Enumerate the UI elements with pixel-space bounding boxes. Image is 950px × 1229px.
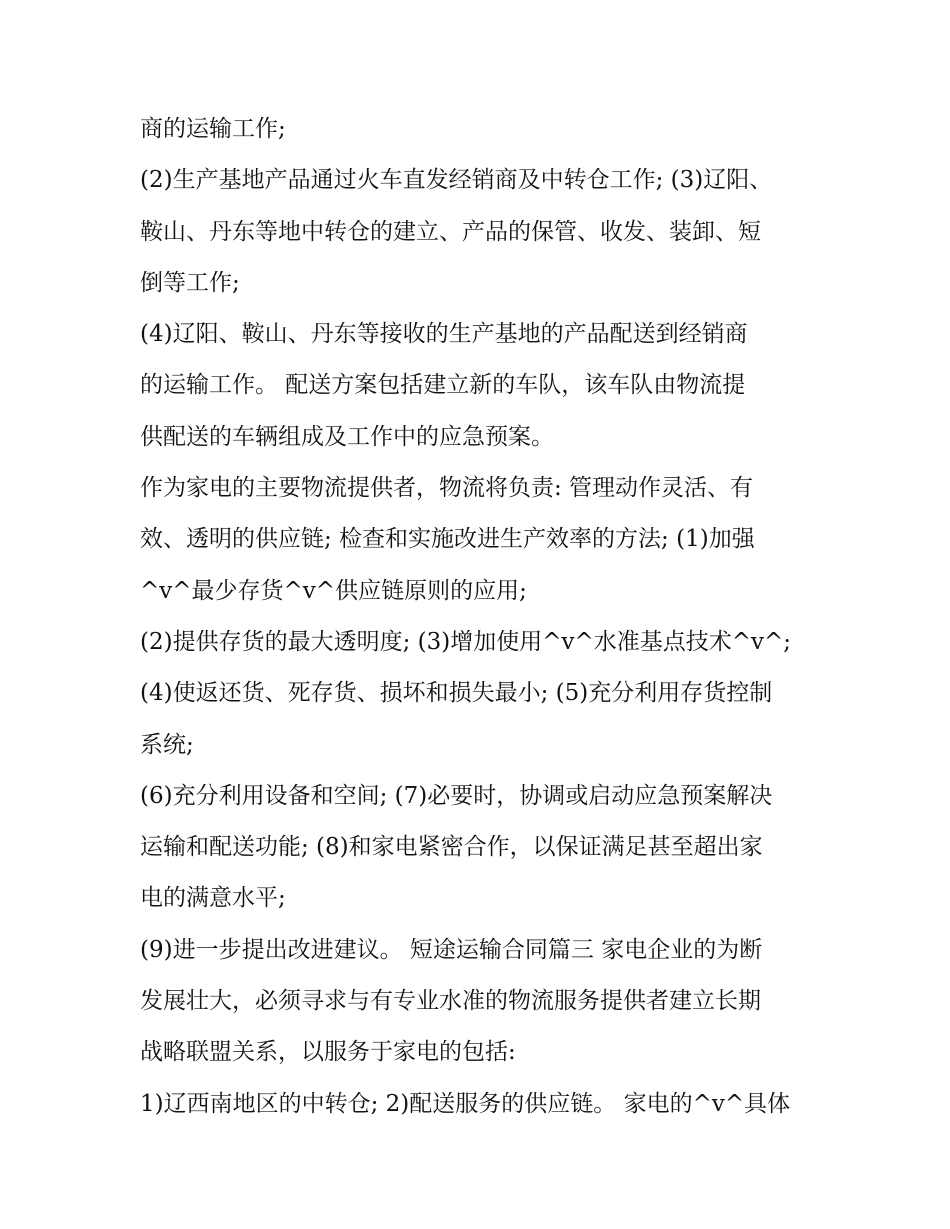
text-line: 供配送的车辆组成及工作中的应急预案。 xyxy=(140,423,554,450)
text-line: ^v^最少存货^v^供应链原则的应用; xyxy=(140,577,527,604)
text-line: 电的满意水平; xyxy=(140,885,286,912)
text-line: 发展壮大，必须寻求与有专业水准的物流服务提供者建立长期 xyxy=(140,988,761,1015)
text-line: (2)提供存货的最大透明度; (3)增加使用^v^水准基点技术^v^; xyxy=(140,628,792,655)
text-line: (6)充分利用设备和空间; (7)必要时，协调或启动应急预案解决 xyxy=(140,782,773,809)
text-line: 鞍山、丹东等地中转仓的建立、产品的保管、收发、装卸、短 xyxy=(140,218,761,245)
text-line: 倒等工作; xyxy=(140,269,240,296)
text-line: (4)辽阳、鞍山、丹东等接收的生产基地的产品配送到经销商 xyxy=(140,321,748,348)
text-line: 系统; xyxy=(140,731,194,758)
text-line: 作为家电的主要物流提供者，物流将负责: 管理动作灵活、有 xyxy=(140,475,754,502)
text-line: (4)使返还货、死存货、损坏和损失最小; (5)充分利用存货控制 xyxy=(140,680,773,707)
text-line: (2)生产基地产品通过火车直发经销商及中转仓工作; (3)辽阳、 xyxy=(140,167,773,194)
document-body xyxy=(140,104,830,1130)
text-line: 效、透明的供应链; 检查和实施改进生产效率的方法; (1)加强 xyxy=(140,526,755,553)
text-line: 的运输工作。 配送方案包括建立新的车队，该车队由物流提 xyxy=(140,372,746,399)
text-line: 商的运输工作; xyxy=(140,116,286,142)
text-line: 运输和配送功能; (8)和家电紧密合作，以保证满足甚至超出家 xyxy=(140,834,763,861)
text-line: 战略联盟关系，以服务于家电的包括: xyxy=(140,1039,516,1066)
text-line: 1)辽西南地区的中转仓; 2)配送服务的供应链。 家电的^v^具体 xyxy=(140,1090,791,1117)
text-line: (9)进一步提出改进建议。 短途运输合同篇三 家电企业的为断 xyxy=(140,936,763,963)
